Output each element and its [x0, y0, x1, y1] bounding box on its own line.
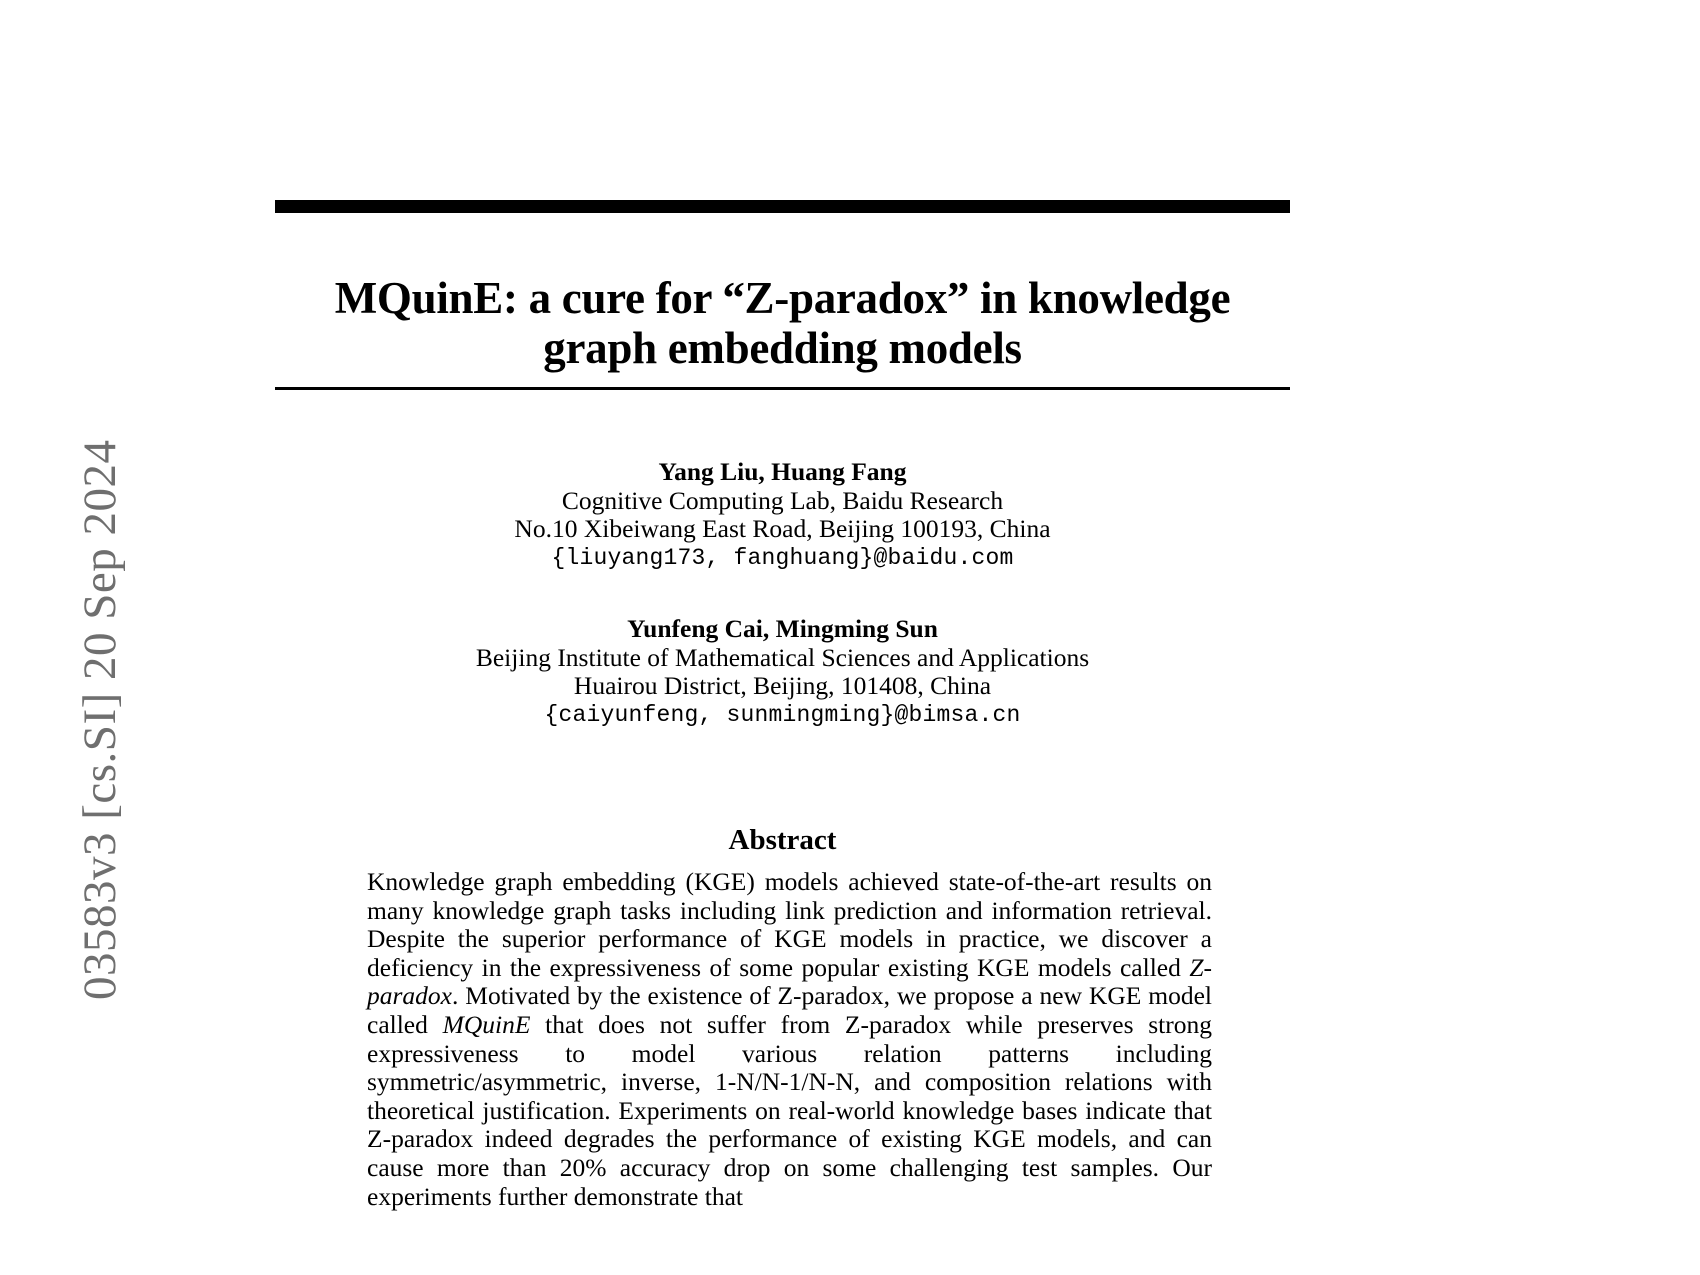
author-block-secondary — [275, 615, 1290, 729]
title-bottom-rule — [275, 387, 1290, 390]
author-email[interactable]: {liuyang173, fanghuang}@baidu.com — [551, 544, 1014, 571]
author-names: Yang Liu, Huang Fang — [658, 457, 907, 486]
abstract-text: . Motivated by the existence of Z-paradox, we propose a new KGE model called — [367, 981, 1212, 1039]
paper-page-column — [275, 0, 1290, 1275]
author-address: No.10 Xibeiwang East Road, Beijing 100193, China — [514, 514, 1051, 544]
abstract-emphasis: MQuinE — [442, 1009, 531, 1039]
author-affiliation: Beijing Institute of Mathematical Sciences and Applications — [475, 642, 1090, 672]
page-title: MQuinE: a cure for “Z-paradox” in knowledge graph embedding models — [334, 273, 1231, 373]
author-address: Huairou District, Beijing, 101408, China — [573, 671, 992, 701]
abstract-heading: Abstract — [728, 824, 837, 857]
author-names: Yunfeng Cai, Mingming Sun — [627, 614, 938, 643]
title-top-rule — [275, 200, 1290, 213]
abstract-text: Knowledge graph embedding (KGE) models achieved state-of-the-art results on many knowledge graph tasks including link prediction and information retrieval. Despite the superior performance of KGE models in practice, we discover a deficiency in the expressiveness of some popular existing KGE models called — [367, 867, 1212, 982]
author-block-primary — [275, 458, 1290, 572]
abstract-text: that does not suffer from Z-paradox while preserves strong expressiveness to model various relation patterns including symmetric/asymmetric, inverse, 1-N/N-1/N-N, and composition relations with theoretical justification. Experiments on real-world knowledge bases indicate that Z-paradox indeed degrades the performance of existing KGE models, and can cause more than 20% accuracy drop on some challenging test samples. Our experiments further demonstrate that — [367, 1009, 1212, 1211]
arxiv-identifier-text: 03583v3 [cs.SI] 20 Sep 2024 — [74, 439, 126, 1000]
arxiv-identifier-stamp — [60, 200, 140, 1000]
abstract-body — [367, 868, 1212, 1211]
author-email[interactable]: {caiyunfeng, sunmingming}@bimsa.cn — [544, 701, 1021, 728]
abstract-emphasis: Z-paradox — [367, 952, 1212, 1011]
author-affiliation: Cognitive Computing Lab, Baidu Research — [561, 485, 1004, 515]
